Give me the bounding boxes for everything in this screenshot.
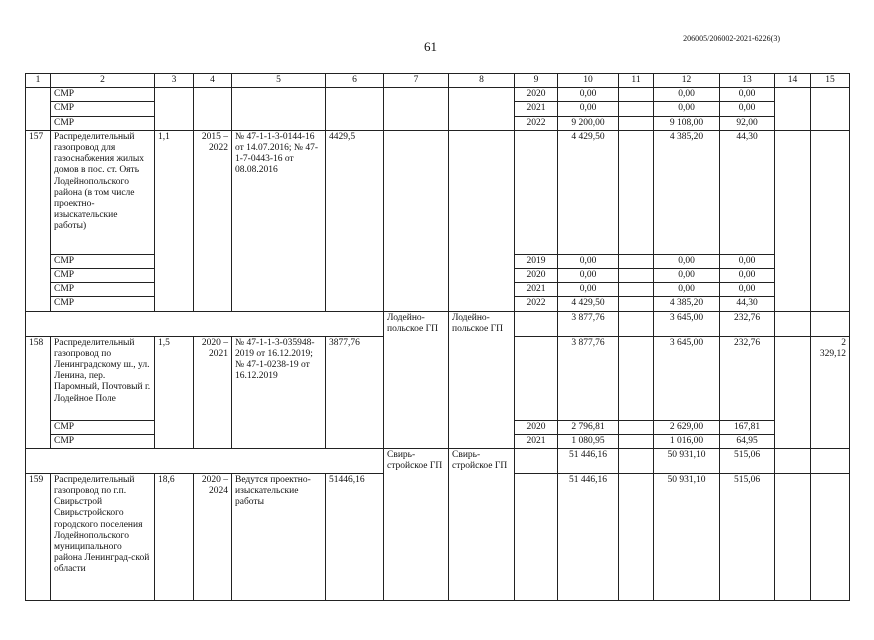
local-cell: 0,00 — [720, 254, 775, 268]
year-cell: 2020 — [515, 88, 558, 102]
local-cell: 232,76 — [720, 336, 775, 420]
total-cell: 3 877,76 — [558, 336, 619, 420]
municipality-cell: Лодейно-польское ГП — [449, 311, 515, 336]
object-name: Распределительный газопровод для газоснабжения жилых домов в пос. ст. Оять Лодейнопольского района (в том числе проектно-изыскательские работы) — [51, 130, 155, 254]
col-header: 2 — [51, 74, 155, 88]
municipality-cell: Лодейно-польское ГП — [384, 311, 449, 336]
row-number: 157 — [26, 130, 51, 311]
documents-cell: № 47-1-1-3-0144-16 от 14.07.2016; № 47-1-7-0443-16 от 08.08.2016 — [232, 130, 326, 311]
year-cell: 2021 — [515, 434, 558, 448]
federal-cell: 3 645,00 — [654, 336, 720, 420]
federal-cell: 3 645,00 — [654, 311, 720, 336]
total-cell: 4 429,50 — [558, 130, 619, 254]
length-cell: 1,5 — [155, 336, 194, 448]
investment-table — [25, 73, 850, 601]
col-header: 14 — [775, 74, 811, 88]
col-header: 15 — [811, 74, 850, 88]
federal-cell: 50 931,10 — [654, 473, 720, 600]
table-row — [26, 130, 850, 254]
group-total-row — [26, 311, 850, 336]
group-total-row — [26, 448, 850, 473]
period-cell: 2020 – 2024 — [194, 473, 232, 600]
table-row — [26, 336, 850, 420]
page-number: 61 — [424, 39, 437, 54]
total-cell: 0,00 — [558, 269, 619, 283]
year-cell: 2019 — [515, 254, 558, 268]
column-15-value: 2 329,12 — [811, 336, 850, 448]
smr-label: СМР — [51, 102, 155, 116]
col-header: 3 — [155, 74, 194, 88]
year-cell: 2020 — [515, 269, 558, 283]
local-cell: 0,00 — [720, 102, 775, 116]
federal-cell: 9 108,00 — [654, 116, 720, 130]
col-header: 12 — [654, 74, 720, 88]
col-header: 5 — [232, 74, 326, 88]
local-cell: 0,00 — [720, 269, 775, 283]
row-number: 159 — [26, 473, 51, 600]
cost-cell: 3877,76 — [326, 336, 384, 448]
federal-cell: 50 931,10 — [654, 448, 720, 473]
municipality-cell: Свирь-стройское ГП — [449, 448, 515, 473]
federal-cell: 0,00 — [654, 254, 720, 268]
cost-cell: 4429,5 — [326, 130, 384, 311]
smr-label: СМР — [51, 283, 155, 297]
federal-cell: 0,00 — [654, 269, 720, 283]
col-header: 10 — [558, 74, 619, 88]
documents-cell: Ведутся проектно-изыскательские работы — [232, 473, 326, 600]
col-header: 6 — [326, 74, 384, 88]
smr-label: СМР — [51, 269, 155, 283]
year-cell: 2021 — [515, 283, 558, 297]
documents-cell: № 47-1-1-3-035948-2019 от 16.12.2019; № 47-1-0238-19 от 16.12.2019 — [232, 336, 326, 448]
col-header: 13 — [720, 74, 775, 88]
total-cell: 0,00 — [558, 88, 619, 102]
local-cell: 232,76 — [720, 311, 775, 336]
table-row — [26, 473, 850, 600]
object-name: Распределительный газопровод по Ленинградскому ш., ул. Ленина, пер. Паромный, Почтовый г. Лодейное Поле — [51, 336, 155, 420]
year-cell: 2022 — [515, 116, 558, 130]
local-cell: 92,00 — [720, 116, 775, 130]
federal-cell: 0,00 — [654, 102, 720, 116]
column-number-row — [26, 74, 850, 88]
col-header: 11 — [619, 74, 654, 88]
period-cell: 2015 – 2022 — [194, 130, 232, 311]
local-cell: 167,81 — [720, 420, 775, 434]
total-cell: 3 877,76 — [558, 311, 619, 336]
period-cell: 2020 – 2021 — [194, 336, 232, 448]
col-header: 1 — [26, 74, 51, 88]
col-header: 4 — [194, 74, 232, 88]
smr-label: СМР — [51, 116, 155, 130]
col-header: 8 — [449, 74, 515, 88]
col-header: 9 — [515, 74, 558, 88]
document-code: 206005/206002-2021-6226(3) — [683, 34, 780, 43]
total-cell: 51 446,16 — [558, 448, 619, 473]
total-cell: 0,00 — [558, 102, 619, 116]
col-header: 7 — [384, 74, 449, 88]
total-cell: 1 080,95 — [558, 434, 619, 448]
local-cell: 0,00 — [720, 283, 775, 297]
total-cell: 4 429,50 — [558, 297, 619, 311]
year-cell: 2022 — [515, 297, 558, 311]
federal-cell: 4 385,20 — [654, 130, 720, 254]
table-row — [26, 88, 850, 102]
federal-cell: 0,00 — [654, 283, 720, 297]
federal-cell: 1 016,00 — [654, 434, 720, 448]
local-cell: 44,30 — [720, 130, 775, 254]
total-cell: 0,00 — [558, 254, 619, 268]
total-cell: 2 796,81 — [558, 420, 619, 434]
year-cell: 2020 — [515, 420, 558, 434]
local-cell: 44,30 — [720, 297, 775, 311]
total-cell: 0,00 — [558, 283, 619, 297]
object-name: Распределительный газопровод по г.п. Свирьстрой Свирьстройского городского поселения Лодейнопольского муниципального района Ленинград-ской области — [51, 473, 155, 600]
cost-cell: 51446,16 — [326, 473, 384, 600]
smr-label: СМР — [51, 297, 155, 311]
smr-label: СМР — [51, 254, 155, 268]
year-cell: 2021 — [515, 102, 558, 116]
length-cell: 18,6 — [155, 473, 194, 600]
federal-cell: 4 385,20 — [654, 297, 720, 311]
federal-cell: 0,00 — [654, 88, 720, 102]
smr-label: СМР — [51, 88, 155, 102]
smr-label: СМР — [51, 434, 155, 448]
local-cell: 515,06 — [720, 473, 775, 600]
total-cell: 51 446,16 — [558, 473, 619, 600]
local-cell: 64,95 — [720, 434, 775, 448]
smr-label: СМР — [51, 420, 155, 434]
municipality-cell: Свирь-стройское ГП — [384, 448, 449, 473]
local-cell: 515,06 — [720, 448, 775, 473]
local-cell: 0,00 — [720, 88, 775, 102]
total-cell: 9 200,00 — [558, 116, 619, 130]
row-number: 158 — [26, 336, 51, 448]
federal-cell: 2 629,00 — [654, 420, 720, 434]
length-cell: 1,1 — [155, 130, 194, 311]
